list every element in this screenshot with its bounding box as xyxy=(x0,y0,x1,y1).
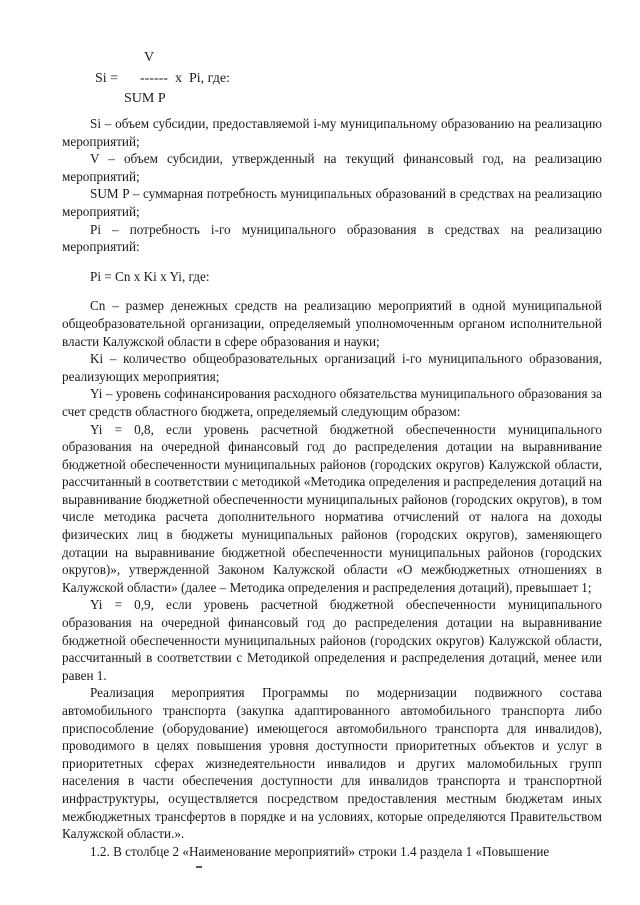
document-body xyxy=(62,115,602,860)
yi-rule-09: Yi = 0,9, если уровень расчетной бюджетной обеспеченности муниципального образования на очередной финансовый год до распределения дотации на выравнивание бюджетной обеспеченности муниципальных районов (городских округов) Калужской области, рассчитанный в соответствии с Методикой определения и распределения дотаций, менее или равен 1. xyxy=(62,597,602,683)
definition-pi: Pi – потребность i-го муниципального образования в средствах на реализацию мероприятий: xyxy=(62,221,602,255)
need-formula: Pi = Cn x Ki x Yi, где: xyxy=(90,268,210,284)
subsidy-formula xyxy=(0,0,640,110)
definition-yi: Yi – уровень софинансирования расходного обязательства муниципального образования за счет средств областного бюджета, определяемый следующим образом: xyxy=(62,386,602,419)
definition-v: V – объем субсидии, утвержденный на текущий финансовый год, на реализацию мероприятий; xyxy=(62,151,602,184)
definition-ki: Ki – количество общеобразовательных организаций i-го муниципального образования, реализующих мероприятия; xyxy=(62,351,602,384)
definition-cn: Cn – размер денежных средств на реализацию мероприятий в одной муниципальной общеобразовательной организации, определяемый уполномоченным органом исполнительной власти Калужской области в сфере образования и науки; xyxy=(62,298,602,349)
formula-denominator: SUM P xyxy=(124,91,166,106)
definition-si: Si – объем субсидии, предоставляемой i-му муниципальному образованию на реализацию мероприятий; xyxy=(62,116,602,149)
yi-rule-08: Yi = 0,8, если уровень расчетной бюджетной обеспеченности муниципального образования на очередной финансовый год до распределения дотации на выравнивание бюджетной обеспеченности муниципальных районов (городских округов) Калужской области, рассчитанный в соответствии с методикой «Методика определения и распределения дотаций на выравнивание бюджетной обеспеченности муниципальных районов (городских округов), в том числе методика расчета дополнительного норматива отчислений от налога на доходы физических лиц в бюджеты муниципальных районов (городских округов), заменяющего дотации на выравнивание бюджетной обеспеченности муниципальных районов (городских округов)», утвержденной Законом Калужской области «О межбюджетных отношениях в Калужской области» (далее – Методика определения и распределения дотаций), превышает 1; xyxy=(62,421,602,595)
transport-paragraph: Реализация мероприятия Программы по модернизации подвижного состава автомобильного транспорта (закупка адаптированного автомобильного транспорта либо приспособление (оборудование) имеющегося автомобильного транспорта для инвалидов), проводимого в целях повышения уровня доступности приоритетных объектов и услуг в приоритетных сферах жизнедеятельности инвалидов и других маломобильных групп населения в части обеспечения доступности для инвалидов транспорта и транспортной инфраструктуры, осуществляется посредством предоставления местным бюджетам иных межбюджетных трансфертов в порядке и на условиях, которые определяются Правительством Калужской области.». xyxy=(62,685,602,842)
formula-numerator: V xyxy=(144,50,155,65)
scan-mark xyxy=(196,866,202,868)
amendment-1-2: 1.2. В столбце 2 «Наименование мероприятий» строки 1.4 раздела 1 «Повышение xyxy=(90,843,550,859)
formula-lhs: Si = xyxy=(95,71,119,86)
formula-rest: ------ x Pi, где: xyxy=(140,71,230,86)
definition-sum-p: SUM P – суммарная потребность муниципальных образований в средствах на реализацию мероприятий; xyxy=(62,186,602,219)
